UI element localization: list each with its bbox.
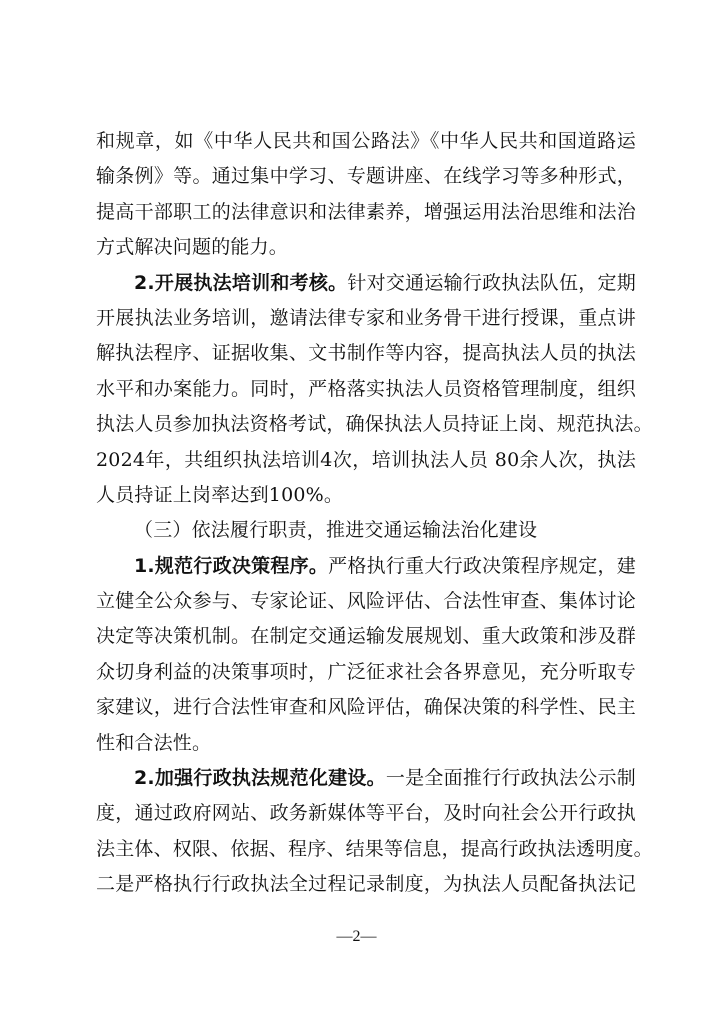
paragraph-line: 众切身利益的决策事项时，广泛征求社会各界意见，充分听取专 [96, 660, 636, 683]
document-body [96, 124, 653, 903]
paragraph-line: 方式解决问题的能力。 [96, 236, 289, 259]
paragraph-line: 和规章，如《中华人民共和国公路法》《中华人民共和国道路运 [96, 130, 636, 152]
section-heading: 2.加强行政执法规范化建设。 [134, 767, 386, 790]
paragraph-line: 家建议，进行合法性审查和风险评估，确保决策的科学性、民主 [96, 696, 636, 719]
paragraph-line: 执法人员参加执法资格考试，确保执法人员持证上岗、规范执法。 [96, 413, 653, 436]
section-heading: 2.开展执法培训和考核。 [134, 271, 348, 294]
paragraph-line: 立健全公众参与、专家论证、风险评估、合法性审查、集体讨论 [96, 590, 636, 613]
paragraph-line: 2024年，共组织执法培训4次，培训执法人员 80余人次，执法 [96, 448, 636, 471]
paragraph-line: 度，通过政府网站、政务新媒体等平台，及时向社会公开行政执 [96, 802, 636, 825]
paragraph-line: 人员持证上岗率达到100%。 [96, 483, 344, 506]
paragraph-text: 严格执行重大行政决策程序规定，建 [328, 554, 637, 577]
subsection-heading: （三）依法履行职责，推进交通运输法治化建设 [134, 519, 538, 542]
section-heading-line [96, 266, 636, 301]
paragraph-line: 输条例》等。通过集中学习、专题讲座、在线学习等多种形式， [96, 165, 636, 188]
paragraph-line: 开展执法业务培训，邀请法律专家和业务骨干进行授课，重点讲 [96, 306, 636, 329]
paragraph-text: 一是全面推行行政执法公示制 [385, 767, 636, 790]
paragraph-text: 针对交通运输行政执法队伍，定期 [347, 271, 636, 294]
paragraph-line: 性和合法性。 [96, 731, 212, 754]
paragraph-line: 解执法程序、证据收集、文书制作等内容，提高执法人员的执法 [96, 342, 636, 365]
page-number: —2— [336, 928, 377, 945]
section-heading: 1.规范行政决策程序。 [134, 554, 329, 577]
paragraph-line: 水平和办案能力。同时，严格落实执法人员资格管理制度，组织 [96, 377, 636, 400]
section-heading-line [96, 761, 636, 796]
paragraph-line: 二是严格执行行政执法全过程记录制度，为执法人员配备执法记 [96, 873, 636, 896]
section-heading-line [96, 549, 636, 584]
paragraph-line: 法主体、权限、依据、程序、结果等信息，提高行政执法透明度。 [96, 837, 653, 860]
paragraph-line: 提高干部职工的法律意识和法律素养，增强运用法治思维和法治 [96, 200, 636, 223]
paragraph-line: 决定等决策机制。在制定交通运输发展规划、重大政策和涉及群 [96, 625, 636, 648]
